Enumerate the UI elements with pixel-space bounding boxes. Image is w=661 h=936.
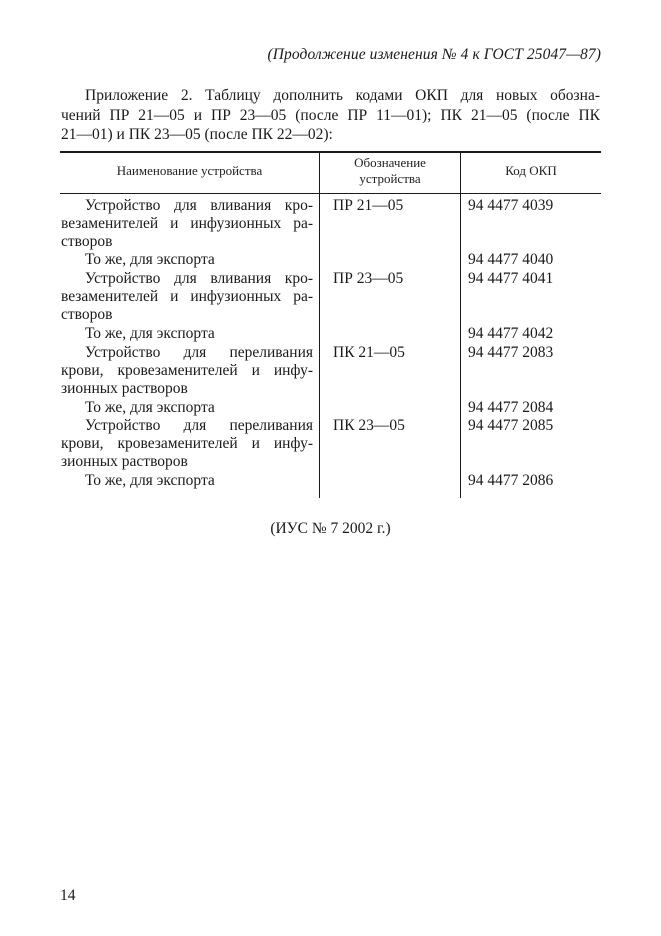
name-line: створов <box>61 306 113 324</box>
table-row-code: 94 4477 4040 <box>468 251 554 268</box>
table-row-code: 94 4477 2083 <box>468 344 554 361</box>
table-row-designation: ПК 21—05 <box>333 344 405 361</box>
name-line: крови, кровезаменителей и инфу- <box>61 362 313 380</box>
table-row-name <box>61 472 313 490</box>
table-row-name <box>61 344 313 399</box>
column-header-designation <box>320 155 460 187</box>
table-row-name <box>61 197 313 252</box>
table-row-code: 94 4477 2084 <box>468 399 554 416</box>
name-line: То же, для экспорта <box>85 251 215 268</box>
name-line: Устройство для переливания <box>85 417 313 434</box>
name-line: То же, для экспорта <box>85 472 215 489</box>
table-row-code: 94 4477 4041 <box>468 270 554 287</box>
table-row-name <box>61 251 313 269</box>
name-line: створов <box>61 233 113 251</box>
column-header-name: Наименование устройства <box>116 163 263 178</box>
column-header-code: Код ОКП <box>505 163 557 178</box>
table-header-rule <box>60 193 601 194</box>
source-footnote: (ИУС № 7 2002 г.) <box>270 520 391 537</box>
intro-line: чений ПР 21—05 и ПР 23—05 (после ПР 11—01); ПК 21—05 (после ПК <box>61 106 600 124</box>
name-line: крови, кровезаменителей и инфу- <box>61 435 313 453</box>
name-line: То же, для экспорта <box>85 325 215 342</box>
column-header-designation-line: устройства <box>359 171 421 186</box>
table-row-code: 94 4477 2085 <box>468 417 554 434</box>
name-line: Устройство для вливания кро- <box>85 197 313 214</box>
name-line: Устройство для вливания кро- <box>85 270 313 287</box>
name-line: зионных растворов <box>61 380 188 398</box>
name-line: везаменителей и инфузионных ра- <box>61 288 313 306</box>
column-divider <box>460 152 461 498</box>
table-top-rule <box>60 151 601 153</box>
table-row-code: 94 4477 2086 <box>468 472 554 489</box>
table-row-designation: ПР 23—05 <box>333 270 404 287</box>
table-row-name <box>61 325 313 343</box>
intro-paragraph <box>61 86 600 145</box>
column-divider <box>319 152 320 498</box>
table-row-code: 94 4477 4042 <box>468 325 554 342</box>
table-row-designation: ПК 23—05 <box>333 417 405 434</box>
name-line: везаменителей и инфузионных ра- <box>61 215 313 233</box>
table-row-name <box>61 399 313 417</box>
page-number: 14 <box>60 887 76 904</box>
table-row-designation: ПР 21—05 <box>333 197 404 214</box>
table-row-code: 94 4477 4039 <box>468 197 554 214</box>
page-header: (Продолжение изменения № 4 к ГОСТ 25047—87) <box>267 46 601 63</box>
name-line: Устройство для переливания <box>85 344 313 361</box>
table-row-name <box>61 270 313 325</box>
column-header-designation-line: Обозначение <box>354 155 426 170</box>
name-line: То же, для экспорта <box>85 399 215 416</box>
table-row-name <box>61 417 313 472</box>
name-line: зионных растворов <box>61 453 188 471</box>
intro-line: 21—01) и ПК 23—05 (после ПК 22—02): <box>61 126 333 143</box>
intro-line: Приложение 2. Таблицу дополнить кодами ОКП для новых обозна- <box>85 87 600 104</box>
